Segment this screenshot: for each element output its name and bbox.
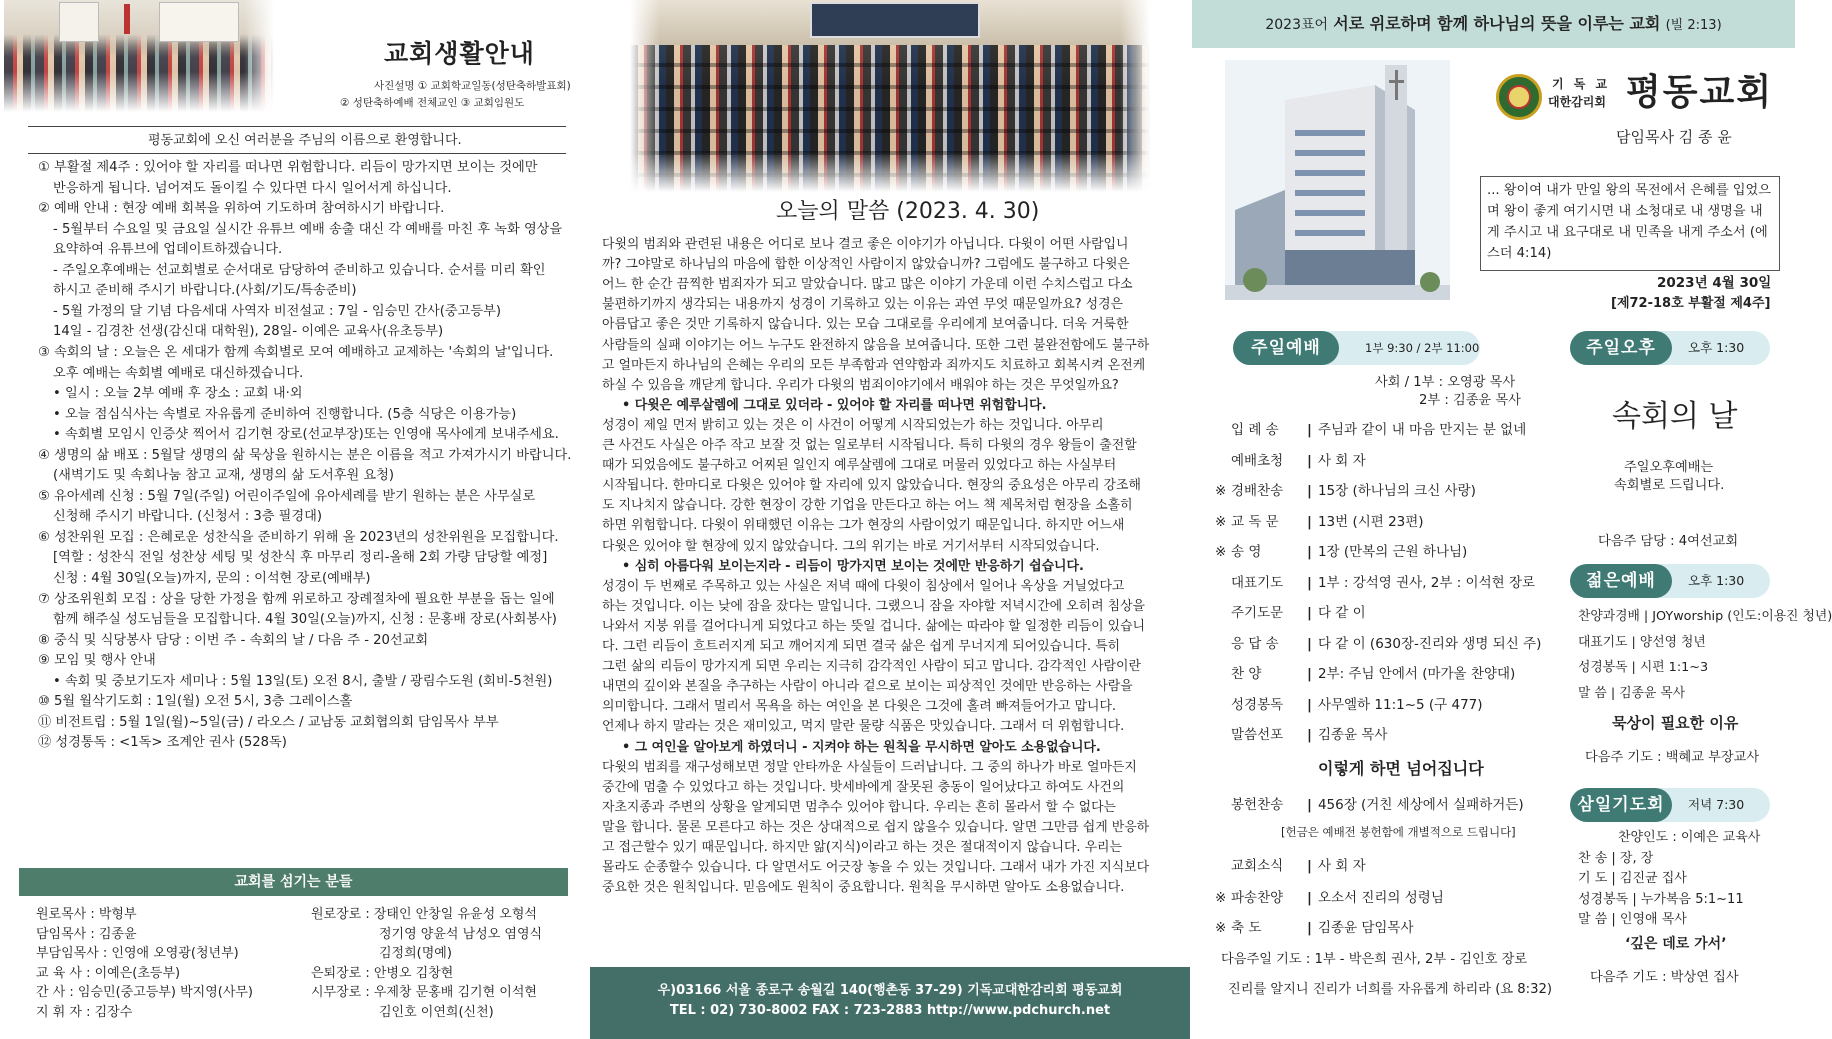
sermon-line: 중요한 것은 원칙입니다. 믿음에도 원칙이 중요합니다. 원칙을 무시하면 알아도 소용없습니다. [602,880,1125,896]
closing-verse: 진리를 알지니 진리가 너희를 자유롭게 하리라 (요 8:32) [1228,982,1553,997]
sermon-line: 몰라도 순종할수 있습니다. 다 알면서도 어긋장 놓을 수 있는 것입니다. 그래서 내가 가진 지식보다 [602,860,1150,876]
servant-entry: 지 휘 자 : 김장수 [36,1004,133,1020]
motto-ref: (빌 2:13) [1665,18,1722,33]
announcement-line [53,548,547,568]
separator: | [1307,452,1312,469]
order-row [1215,543,1467,563]
sermon-line: 도 지나치지 않습니다. 강한 현장이 강한 기업을 만든다고 하는 어느 책 제목처럼 현장을 소홀히 [602,498,1133,514]
afternoon-next: 다음주 담당 : 4여선교회 [1598,534,1739,549]
order-value: 1장 (만복의 근원 하나님) [1317,544,1468,560]
sermon-line: 하는 것입니다. 이는 낮에 잠을 잤다는 말입니다. 그랬으니 잠을 자야할 저녁시간에 오히려 침상을 [602,598,1146,614]
item-number: ⑥ [38,529,55,545]
item-text: 14일 - 김경찬 선생(감신대 대학원), 28일- 이예은 교육사(유초등부) [53,324,444,340]
stand-mark: ※ [1215,513,1227,530]
order-value: 13번 (시편 23편) [1317,513,1424,530]
stand-mark: ※ [1215,483,1227,499]
sermon-line: 큰 사건도 사실은 아주 작고 보잘 것 없는 일로부터 시작됩니다. 특히 다윗의 경우 왕들이 출전할 [602,438,1137,453]
item-text: 속회의 날 : 오늘은 온 세대가 함께 속회별로 모여 예배하고 교제하는 '속회의 날'입니다. [54,344,554,360]
order-value: 456장 (거친 세상에서 실패하거든) [1317,797,1524,813]
announcement-line [38,343,553,363]
separator: | [1307,797,1312,813]
item-text: • 오늘 점심식사는 속별로 자유롭게 준비하여 진행합니다. (5층 식당은 이용가능) [53,406,517,422]
item-text: 5월 월삭기도회 : 1일(월) 오전 5시, 3층 그레이스홀 [54,694,353,710]
sermon-line: 하실 수 있음을 깨닫게 합니다. 우리가 다윗의 범죄이야기에서 배워야 하는 것은 무엇일까요? [602,377,1119,393]
item-text: 반응하게 됩니다. 넘어져도 돌이킬 수 있다면 다시 일어서게 하십니다. [53,180,452,196]
order-label: 교회소식 [1231,858,1284,874]
order-label: 대표기도 [1231,574,1284,591]
announcement-line [38,651,156,671]
sermon-line: 다윗의 범죄를 재구성해보면 정말 안타까운 사실들이 드러납니다. 그 중의 하나가 바로 얼마든지 [602,759,1137,775]
announcement-line [38,692,352,712]
sermon-column [590,0,1190,1039]
order-label: 축 도 [1231,920,1262,936]
announcement-line [38,733,287,753]
denomination: 대한감리회 [1548,95,1606,109]
afternoon-time: 오후 1:30 [1688,340,1745,355]
item-text: • 속회 및 중보기도자 세미나 : 5월 13일(토) 오전 8시, 출발 / 광림수도원 (회비-5천원) [53,673,553,689]
order-row [1215,726,1387,746]
item-text: 상조위원회 모집 : 상을 당한 가정을 함께 위로하고 장례절차에 필요한 부분을 돕는 일에 [54,591,555,607]
issue-number: [제72-18호 부활절 제4주] [1611,296,1771,311]
moderator: 사회 / 1부 : 오영광 목사 [1375,375,1516,390]
sermon-line: 내면의 깊이와 본질을 추구하는 사람이 아니라 겉으로 보이는 피상적인 것에만 반응하는 사람을 [602,679,1133,695]
sermon-line: 하면 위험합니다. 다윗이 위태했던 이유는 그가 현장의 사람이었기 때문입니다. 하지만 어느새 [602,518,1125,534]
denomination: 기 독 교 [1552,77,1611,91]
item-text: 부활절 제4주 : 있어야 할 자리를 떠나면 위험합니다. 리듬이 망가지면 보이는 것에만 [54,160,538,175]
sermon-line: 의미합니다. 그래서 멀리서 목욕을 하는 여인을 본 다윗은 그것에 홀려 빠져들어가고 맙니다. [602,699,1117,715]
sermon-subject: 이렇게 하면 넘어집니다 [1318,759,1484,778]
announcement-line [53,179,452,199]
sermon-line: 그런 삶의 리듬이 망가지게 되면 우리는 지극히 감각적인 사람이 되고 맙니다. 감각적인 사람이란 [602,659,1141,675]
order-value: 사무엘하 11:1~5 (구 477) [1317,696,1483,713]
announcement-line [38,713,499,733]
item-text: [역할 : 성찬식 전일 성찬상 세팅 및 성찬식 후 마무리 정리-올해 2회 가량 담당할 예정] [53,550,548,566]
item-text: 모임 및 행사 안내 [54,653,156,669]
order-value: 오소서 진리의 성령님 [1317,890,1444,906]
order-value: 다 같 이 (630장-진리와 생명 되신 주) [1317,635,1542,652]
item-number: ④ [38,447,55,463]
item-text: 유아세례 신청 : 5월 7일(주일) 어린이주일에 유아세례를 받기 원하는 분은 사무실로 [54,488,536,504]
announcement-line [53,240,282,260]
servants-header: 교회를 섬기는 분들 [19,868,568,896]
announcement-line [53,281,356,301]
order-value: 사 회 자 [1317,858,1366,874]
order-label: 말씀선포 [1231,727,1284,743]
sermon-line: 성경이 제일 먼저 밝히고 있는 것은 이 사건이 어떻게 시작되었는가 하는 것입니다. 아무리 [602,417,1104,433]
item-text: 중식 및 식당봉사 담당 : 이번 주 - 속회의 날 / 다음 주 - 20선교회 [54,632,429,648]
order-row [1265,823,1516,843]
separator: | [1307,858,1312,874]
order-row [1215,513,1424,533]
methodist-logo [1496,74,1542,120]
item-text: 신청해 주시기 바랍니다. (신청서 : 3층 필경대) [53,509,323,525]
youth-order-row: 말 씀 | 김종윤 목사 [1578,685,1686,701]
sermon-title: 오늘의 말씀 (2023. 4. 30) [776,199,1040,224]
item-number: ⑦ [38,591,55,607]
order-row [1215,604,1366,624]
order-label: 입 례 송 [1231,422,1279,438]
servant-entry: 김인호 이연희(신천) [379,1004,494,1020]
wednesday-order-row: 성경봉독 | 누가복음 5:1~11 [1578,891,1744,907]
order-value: 2부: 주님 안에서 (마가올 찬양대) [1317,666,1516,682]
item-text: • 속회별 모임시 인증샷 찍어서 김기현 장로(선교부장)또는 인영애 목사에게 보내주세요. [53,427,559,443]
wednesday-header [1570,788,1770,822]
welcome-text: 평동교회에 오신 여러분을 주님의 이름으로 환영합니다. [148,133,462,148]
separator: | [1307,544,1312,560]
item-text: 신청 : 4월 30일(오늘)까지, 문의 : 이석현 장로(예배부) [53,571,371,586]
motto-label: 2023표어 [1265,17,1329,33]
item-number: ③ [38,344,55,360]
sunday-service-header [1233,331,1480,365]
wednesday-order-row: 찬양인도 : 이예은 교육사 [1618,830,1761,845]
item-number: ⑨ [38,653,55,669]
item-text: 요약하여 유튜브에 업데이트하겠습니다. [53,242,283,258]
separator: | [1307,890,1312,906]
order-value: 다 같 이 [1317,605,1366,621]
announcement-line [38,528,559,548]
youth-sermon: 묵상이 필요한 이유 [1612,714,1739,732]
order-row [1215,574,1535,594]
servant-entry: 시무장로 : 우제창 문홍배 김기현 이석현 [311,985,537,1000]
church-footer [590,967,1190,1039]
sermon-point: • 다윗은 예루살렘에 그대로 있더라 - 있어야 할 자리를 떠나면 위험합니다. [622,397,1047,413]
sermon-line: 아름답고 좋은 것만 기록하지 않습니다. 있는 모습 그대로를 우리에게 보여줍니다. 더욱 거룩한 [602,317,1129,333]
servant-entry: 간 사 : 임승민(중고등부) 박지영(사무) [36,985,254,1000]
order-row [1215,857,1366,877]
order-row [1215,889,1444,909]
item-text: 예배 안내 : 현장 예배 회복을 위하여 기도하며 참여하시기 바랍니다. [54,201,445,217]
item-text: 오후 예배는 속회별 예배로 대신하겠습니다. [53,365,304,381]
item-number: ⑩ [38,694,55,710]
order-row [1215,452,1366,472]
sermon-line: 때가 되었음에도 불구하고 어찌된 일인지 예루살렘에 그대로 머물러 있었다고 하는 사실부터 [602,458,1117,474]
sermon-line: 중간에 멈출 수 있었다고 하는 것입니다. 밧세바에게 잘못된 충동이 일어났다고 하여도 사건의 [602,779,1125,795]
sermon-line: 어느 한 순간 끔찍한 범죄자가 되고 말았습니다. 많고 많은 이야기 가운데 이런 수치스럽고 다소 [602,277,1133,293]
order-row [1215,482,1476,502]
item-text: 생명의 삶 배포 : 5월달 생명의 삶 묵상을 원하시는 분은 이름을 적고 가져가시기 바랍니다. [54,447,572,463]
order-row [1215,796,1524,816]
address: 우)03166 서울 종로구 송월길 140(행촌동 37-29) 기독교대한감리회 평동교회 [657,983,1123,998]
servant-entry: 은퇴장로 : 안병오 김창현 [311,965,454,981]
servant-entry: 원로장로 : 장태인 안창일 유윤성 오형석 [311,907,537,922]
order-label: 성경봉독 [1231,696,1284,713]
separator: | [1307,483,1312,499]
separator: | [1307,666,1312,682]
announcement-line [38,631,428,651]
order-label: 교 독 문 [1231,513,1279,530]
servant-entry: 김정희(명예) [379,946,452,961]
order-label: 송 영 [1231,544,1262,560]
announcement-line [38,199,444,219]
sermon-line: 언제나 하지 말라는 것은 재미있고, 먹지 말란 물량 식품은 맛있습니다. 그래서 더 위험합니다. [602,719,1125,735]
announcement-line [38,590,555,610]
announcement-line [53,507,322,527]
order-value: 사 회 자 [1317,452,1366,469]
church-building-illustration [1225,60,1450,300]
order-row [1215,665,1515,685]
youth-label: 젊은예배 [1570,564,1672,598]
order-value: 1부 : 강석영 권사, 2부 : 이석현 장로 [1317,574,1536,591]
separator: | [1307,513,1312,530]
separator: | [1307,727,1312,743]
order-value: 김종윤 목사 [1317,727,1388,743]
separator: | [1307,920,1312,936]
announcement-line [53,405,516,425]
separator: | [1307,696,1312,713]
sermon-line: 자초지종과 주변의 상황을 알게되면 멈추수 있어야 합니다. 우리는 흔히 몰라서 할 수 없다는 [602,799,1117,815]
photo-caption: ② 성탄축하예배 전체교인 ③ 교회임원도 [340,97,525,109]
servant-entry: 정기영 양윤석 남성오 염영식 [379,926,543,942]
congregation-photo [630,0,1150,192]
sermon-line: 성경이 두 번째로 주목하고 있는 사실은 저녁 때에 다윗이 침상에서 일어나 옥상을 거닐었다고 [602,578,1125,594]
announcement-line [53,261,546,281]
stand-mark: ※ [1215,544,1227,560]
wednesday-order-row: 말 씀 | 인영애 목사 [1578,912,1687,927]
order-row [1215,635,1541,655]
announcement-line [38,446,571,466]
order-value: [헌금은 예배전 봉헌함에 개별적으로 드립니다] [1281,825,1516,839]
pastor: 담임목사 김 종 윤 [1616,128,1732,146]
announcement-line [53,384,303,404]
motto-banner [1192,0,1795,48]
wednesday-order-row: 기 도 | 김진균 집사 [1578,871,1687,886]
servant-entry: 원로목사 : 박형부 [36,907,137,922]
item-text: - 주일오후예배는 선교회별로 순서대로 담당하여 준비하고 있습니다. 순서를 미리 확인 [53,262,546,278]
afternoon-desc: 속회별로 드립니다. [1614,478,1725,493]
order-value: 주님과 같이 내 마음 만지는 분 없네 [1317,422,1527,438]
wednesday-sermon: ‘깊은 데로 가서’ [1625,936,1727,952]
item-number: ① [38,160,55,175]
sermon-line: 고 접근할수 있기 때문입니다. 하지만 앎(지식)이라고 하는 것은 절대적이지 않습니다. 우리는 [602,840,1122,855]
item-text: 하시고 준비해 주시기 바랍니다.(사회/기도/특송준비) [53,283,357,299]
announcement-line [53,672,552,692]
afternoon-desc: 주일오후예배는 [1624,460,1714,475]
item-text: - 5월 가정의 달 기념 다음세대 사역자 비전설교 : 7일 - 임승민 간사(중고등부) [53,303,502,319]
motto: 서로 위로하며 함께 하나님의 뜻을 이루는 교회 [1333,14,1661,33]
item-text: 비전트립 : 5월 1일(월)~5일(금) / 라오스 / 교남동 교회협의회 담임목사 부부 [55,714,499,730]
sermon-point: • 그 여인을 알아보게 하였더니 - 지켜야 하는 원칙을 무시하면 알아도 소용없습니다. [622,739,1101,755]
youth-order-row: 대표기도 | 양선영 청년 [1578,634,1706,650]
sermon-line: 다. 그런 리듬이 흐트러지게 되고 깨어지게 되면 결국 삶은 쉽게 무너지게 되어있습니다. 특히 [602,639,1121,654]
sermon-line: 시작됩니다. 한마디로 다윗은 있어야 할 자리에 있지 않았습니다. 현장의 중요성은 아무리 강조해 [602,478,1141,494]
order-label: 예배초청 [1231,452,1284,469]
order-value: 김종윤 담임목사 [1317,920,1414,936]
item-number: ⑪ [38,714,56,730]
item-text: (새벽기도 및 속회나눔 참고 교재, 생명의 삶 도서후원 요청) [53,468,395,484]
announcement-line [53,302,501,322]
afternoon-header [1570,331,1770,365]
announcement-line [38,487,535,507]
photo-caption: 사진설명 ① 교회학교일동(성탄축하발표회) [374,80,571,92]
item-number: ⑫ [38,735,56,751]
announcement-line [38,158,538,178]
sunday-service-label: 주일예배 [1233,331,1339,365]
youth-next: 다음주 기도 : 백혜교 부장교사 [1585,750,1760,765]
servant-entry: 부담임목사 : 인영애 오영광(청년부) [36,946,239,961]
sermon-line: 사람들의 실패 이야기는 어느 누구도 완전하지 않음을 보여줍니다. 또한 그런 불완전함에도 불구하 [602,337,1150,353]
order-label: 경배찬송 [1231,483,1284,499]
item-number: ② [38,201,55,217]
sermon-line: 다윗은 있어야 할 현장에 있지 않았습니다. 그의 위기는 바로 거기서부터 시작되었습니다. [602,538,1100,554]
youth-time: 오후 1:30 [1688,573,1745,588]
order-value: 15장 (하나님의 크신 사랑) [1317,483,1476,499]
sermon-line: 말을 합니다. 물론 모른다고 하는 것은 상대적으로 쉽지 않을수 있습니다. 알면 그만큼 쉽게 반응하 [602,819,1150,835]
sermon-line: 나와서 지붕 위를 걸어다니게 되었다고 하는 뜻일 겁니다. 삶에는 따라야 할 일정한 리듬이 있습니 [602,618,1146,634]
separator: | [1307,574,1312,591]
contact: TEL : 02) 730-8002 FAX : 723-2883 http://www.pdchurch.net [669,1003,1111,1018]
church-school-photo [4,0,274,112]
announcement-line [53,425,559,445]
sermon-line: 다윗의 범죄와 관련된 내용은 어디로 보나 결코 좋은 이야기가 아닙니다. 다윗이 어떤 사람입니 [602,237,1129,252]
sunday-service-time: 1부 9:30 / 2부 11:00 [1365,341,1480,355]
order-label: 봉헌찬송 [1231,797,1284,813]
sermon-line: 불편하기까지 생각되는 내용까지 성경이 기록하고 있는 이유는 과연 무엇 때문일까요? 성경은 [602,297,1124,313]
afternoon-label: 주일오후 [1570,331,1672,365]
announcement-line [53,569,370,589]
order-row [1215,696,1483,716]
church-name: 평동교회 [1626,72,1774,113]
item-text: 성경통독 : <1독> 조계안 권사 (528독) [55,735,287,751]
sermon-line: 고 얼마든지 하나님의 은혜는 우리의 모든 부족함과 연약함과 죄까지도 치료하고 회복시켜 온전케 [602,357,1146,373]
item-text: 함께 해주실 성도님들을 모집합니다. 4월 30일(오늘)까지, 신청 : 문홍배 장로(사회봉사) [53,612,557,628]
item-text: 성찬위원 모집 : 은혜로운 성찬식을 준비하기 위해 올 2023년의 성찬위원을 모집합니다. [54,529,559,545]
separator: | [1307,605,1312,621]
announcement-line [53,466,394,486]
section-title: 교회생활안내 [384,39,535,68]
youth-order-row: 성경봉독 | 시편 1:1~3 [1578,660,1709,675]
youth-header [1570,564,1770,598]
sermon-line: 까? 그야말로 하나님의 마음에 합한 이상적인 사람이지 않았습니까? 그럼에도 불구하고 다윗은 [602,257,1130,273]
stand-mark: ※ [1215,920,1227,936]
order-label: 응 답 송 [1231,635,1279,652]
servant-entry: 담임목사 : 김종윤 [36,926,137,942]
announcement-line [53,220,562,240]
item-text: - 5월부터 수요일 및 금요일 실시간 유튜브 예배 송출 대신 각 예배를 마친 후 녹화 영상을 [53,221,563,237]
order-row [1215,919,1414,939]
wednesday-order-row: 찬 송 | 장, 장 [1578,850,1654,866]
separator: | [1307,635,1312,652]
next-prayer: 다음주일 기도 : 1부 - 박은희 권사, 2부 - 김인호 장로 [1221,952,1528,967]
item-text: • 일시 : 오늘 2부 예배 후 장소 : 교회 내·외 [53,386,303,402]
bulletin-date: 2023년 4월 30일 [1657,275,1772,291]
afternoon-title: 속회의 날 [1612,399,1738,434]
scripture-verse: ... 왕이여 내가 만일 왕의 목전에서 은혜를 입었으며 왕이 좋게 여기시면 내 소청대로 내 생명을 내게 주시고 내 요구대로 내 민족을 내게 주소서 (에스더 4:14) [1480,176,1780,271]
order-label: 주기도문 [1231,605,1284,621]
youth-order-row: 찬양과경배 | JOYworship (인도:이용진 청년) [1578,609,1832,624]
separator: | [1307,422,1312,438]
wednesday-time: 저녁 7:30 [1688,797,1745,812]
item-number: ⑤ [38,488,55,504]
wednesday-next: 다음주 기도 : 박상연 집사 [1590,970,1739,985]
announcement-line [53,610,557,630]
announcement-line [53,364,303,384]
order-row [1215,421,1526,441]
stand-mark: ※ [1215,890,1227,906]
moderator: 2부 : 김종윤 목사 [1419,393,1521,408]
order-label: 파송찬양 [1231,890,1284,906]
order-label: 찬 양 [1231,666,1262,682]
church-life-column [0,0,580,1039]
announcement-line [53,322,443,342]
sermon-point: • 심히 아름다워 보이는지라 - 리듬이 망가지면 보이는 것에만 반응하기 쉽습니다. [622,558,1084,574]
servant-entry: 교 육 사 : 이예은(초등부) [36,965,181,981]
item-number: ⑧ [38,632,55,648]
wednesday-label: 삼일기도회 [1570,788,1672,822]
